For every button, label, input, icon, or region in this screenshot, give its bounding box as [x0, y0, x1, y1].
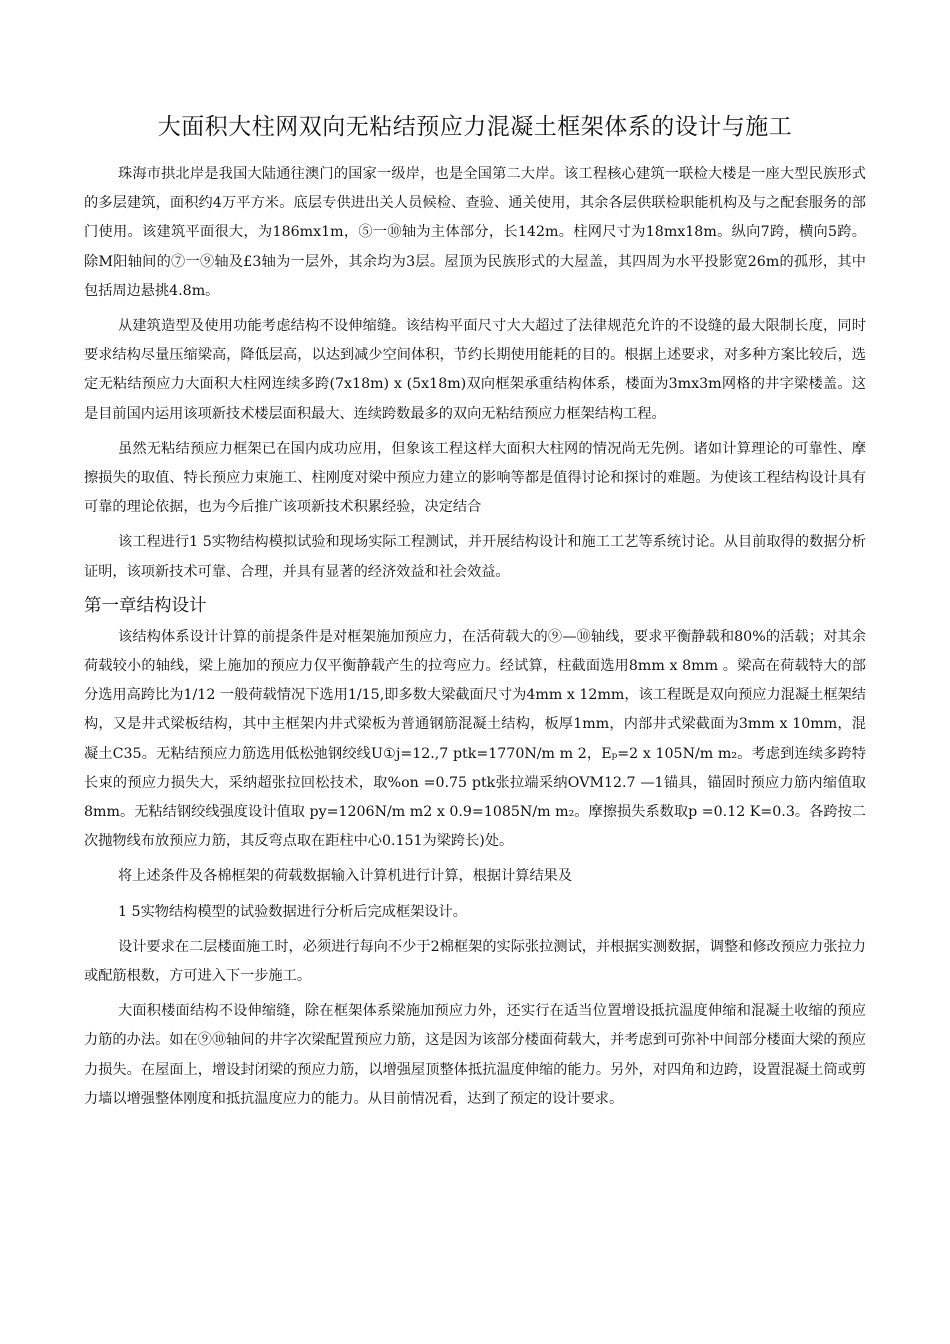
paragraph-chapter-3: 1 5实物结构模型的试验数据进行分析后完成框架设计。: [118, 903, 467, 920]
document-title: 大面积大柱网双向无粘结预应力混凝土框架体系的设计与施工: [157, 114, 793, 140]
document-page: [84, 110, 866, 1120]
paragraph-intro-1: 珠海市拱北岸是我国大陆通往澳门的国家一级岸，也是全国第二大岸。该工程核心建筑一联检大楼是一座大型民族形式的多层建筑，面积约4万平方米。底层专供进出关人员候检、查验、通关使用，其余各层供联检职能机构及与之配套服务的部门使用。该建筑平面很大，为186mx1m，⑤一⑩轴为主体部分，长142m。柱网尺寸为18mx18m。纵向7跨，横向5跨。除M阳轴间的⑦一⑨轴及£3轴为一层外，其余均为3层。屋顶为民族形式的大屋盖，其四周为水平投影宽26m的孤形，其中包括周边悬挑4.8m。: [84, 166, 866, 299]
paragraph-intro-3: 虽然无粘结预应力框架已在国内成功应用，但象该工程这样大面积大柱网的情况尚无先例。诸如计算理论的可靠性、摩擦损失的取值、特长预应力束施工、柱刚度对梁中预应力建立的影响等都是值得讨论和探讨的难题。为使该工程结构设计具有可靠的理论依据，也为今后推广该项新技术积累经验，决定结合: [84, 440, 866, 516]
paragraph-intro-2: 从建筑造型及使用功能考虑结构不设伸缩缝。该结构平面尺寸大大超过了法律规范允许的不设缝的最大限制长度，同时要求结构尽量压缩梁高，降低层高，以达到减少空间体积，节约长期使用能耗的目的。根据上述要求，对多种方案比较后，选定无粘结预应力大面积大柱网连续多跨(7x18m) x (5x18m)双向框架承重结构体系，楼面为3mx3m网格的井字梁楼盖。这是目前国内运用该项新技术楼层面积最大、连续跨数最多的双向无粘结预应力框架结构工程。: [84, 318, 866, 422]
paragraph-intro-4: 该工程进行1 5实物结构模拟试验和现场实际工程测试，并开展结构设计和施工工艺等系统讨论。从目前取得的数据分析证明，该项新技术可靠、合理，并具有显著的经济效益和社会效益。: [84, 534, 866, 580]
chapter-heading: 第一章结构设计: [84, 595, 207, 616]
paragraph-chapter-4: 设计要求在二层楼面施工时，必须进行每向不少于2棉框架的实际张拉测试，并根据实测数据，调整和修改预应力张拉力或配筋根数，方可进入下一步施工。: [84, 938, 866, 985]
paragraph-chapter-5: 大面积楼面结构不设伸缩缝，除在框架体系梁施加预应力外，还实行在适当位置增设抵抗温度伸缩和混凝土收缩的预应力筋的办法。如在⑨⑩轴间的井字次梁配置预应力筋，这是因为该部分楼面荷载大，并考虑到可弥补中间部分楼面大梁的预应力损失。在屋面上，增设封闭梁的预应力筋，以增强屋顶整体抵抗温度伸缩的能力。另外，对四角和边跨，设置混凝土筒或剪力墙以增强整体刚度和抵抗温度应力的能力。从目前情况看，达到了预定的设计要求。: [84, 1003, 866, 1107]
paragraph-chapter-2: 将上述条件及各棉框架的荷载数据输入计算机进行计算，根据计算结果及: [118, 868, 573, 885]
paragraph-chapter-1: 该结构体系设计计算的前提条件是对框架施加预应力，在活荷载大的⑨—⑩轴线，要求平衡静载和80%的活载；对其余荷载较小的轴线，梁上施加的预应力仅平衡静载产生的拉弯应力。经试算，柱截面选用8mm x 8mm 。梁高在荷载特大的部分选用高跨比为1/12 一般荷载情况下选用1/15,即多数大梁截面尺寸为4mm x 12mm，该工程既是双向预应力混凝土框架结构，又是井式梁板结构，其中主框架内井式梁板为普通钢筋混凝土结构，板厚1mm，内部井式梁截面为3mm x 10mm，混凝土C35。无粘结预应力筋选用低松弛钢绞线U①j=12.,7 ptk=1770N/m m 2，Eₚ=2 x 105N/m m₂。考虑到连续多跨特长束的预应力损失大，采纳超张拉回松技术，取%on =0.75 ptk张拉端采纳OVM12.7 —1锚具，锚固时预应力筋内缩值取8mm。无粘结钢绞线强度设计值取 py=1206N/m m2 x 0.9=1085N/m m₂。摩擦损失系数取p =0.12 K=0.3。各跨按二次抛物线布放预应力筋，其反弯点取在距柱中心0.151为梁跨长)处。: [84, 628, 866, 850]
